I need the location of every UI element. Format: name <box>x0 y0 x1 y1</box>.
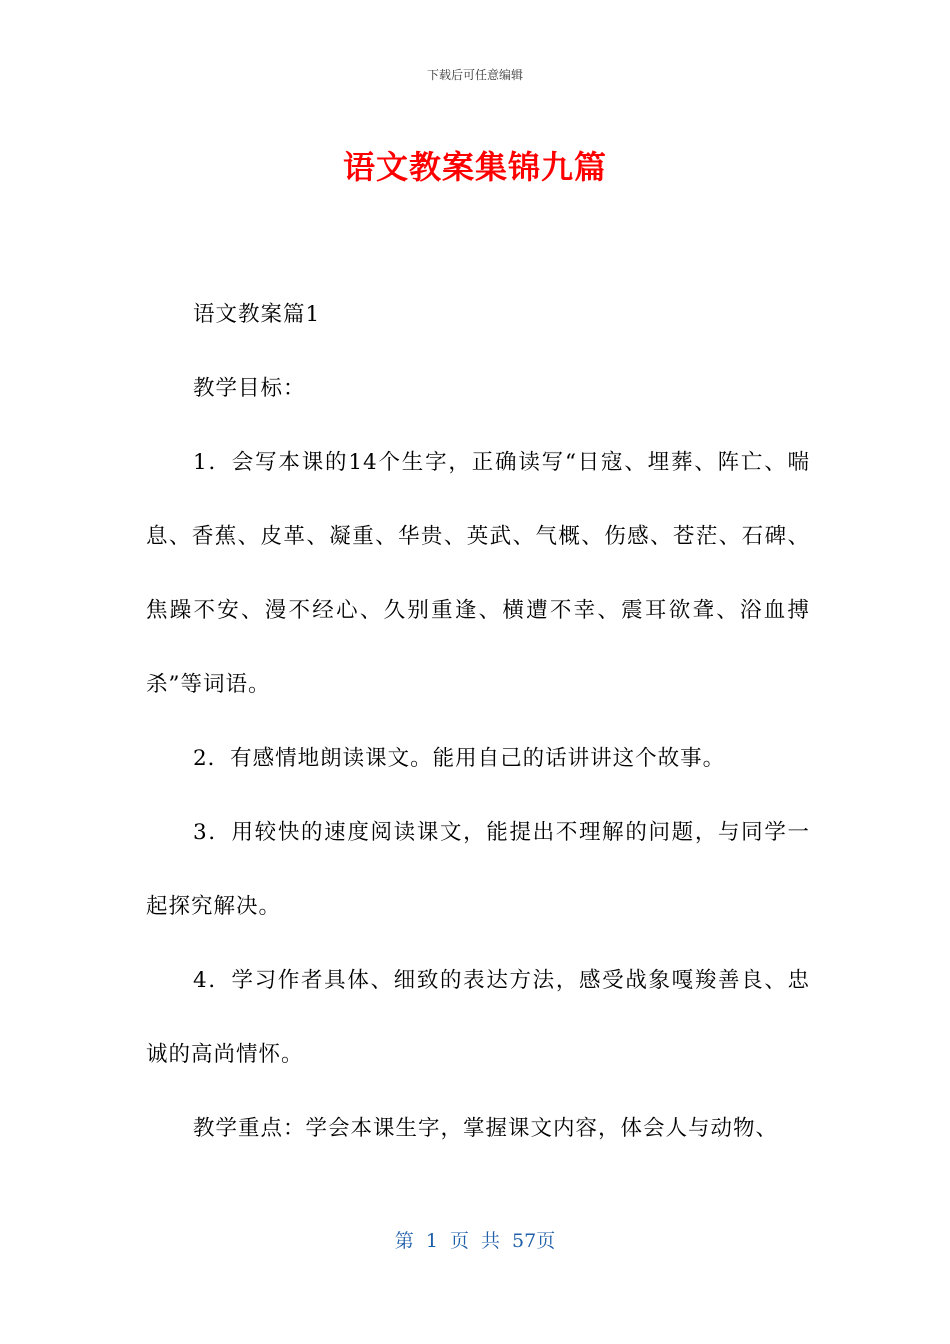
page-number-footer: 第 1 页 共 57页 <box>394 1230 556 1252</box>
paragraph: 1．会写本课的14个生字，正确读写“日寇、埋葬、阵亡、喘息、香蕉、皮革、凝重、华贵、英武、气概、伤感、苍茫、石碑、焦躁不安、漫不经心、久别重逢、横遭不幸、震耳欲聋、浴血搏杀”等词语。 <box>146 450 810 697</box>
paragraph: 3．用较快的速度阅读课文，能提出不理解的问题，与同学一起探究解决。 <box>146 820 810 919</box>
paragraph: 2．有感情地朗读课文。能用自己的话讲讲这个故事。 <box>193 746 726 771</box>
paragraph: 教学重点：学会本课生字，掌握课文内容，体会人与动物、 <box>193 1116 779 1141</box>
document-title: 语文教案集锦九篇 <box>342 148 607 186</box>
header-note: 下载后可任意编辑 <box>426 68 523 82</box>
paragraph: 教学目标： <box>193 376 306 401</box>
document-body <box>146 278 810 1166</box>
paragraph: 4．学习作者具体、细致的表达方法，感受战象嘎羧善良、忠诚的高尚情怀。 <box>146 968 810 1067</box>
section-heading: 语文教案篇1 <box>193 302 321 327</box>
